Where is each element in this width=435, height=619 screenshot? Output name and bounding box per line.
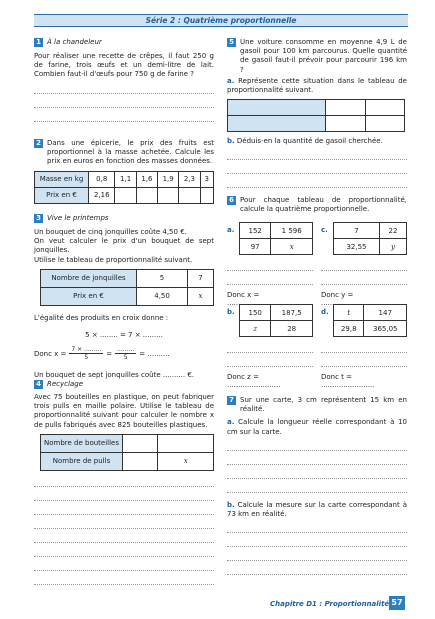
exercise-text: Pour chaque tableau de proportionnalité, calcule la quatrième proportionnelle. [240,196,407,214]
answer-line[interactable] [227,451,407,465]
answer-line[interactable] [227,547,407,561]
exercise-number: 7 [227,396,236,405]
table-cell: 4,50 [137,287,188,305]
exercise-text: Pour réaliser une recette de crêpes, il faut 250 g de farine, trois œufs et un demi-litre de lait. Combien faut-il d'œufs pour 750 g de farine ? [34,52,214,79]
table-cell: 150 [240,305,271,321]
subtable-d [321,304,407,389]
exercise-3 [34,214,214,380]
answer-line[interactable] [227,271,313,285]
table-cell: 29,8 [334,321,364,337]
table-cell: z [240,321,271,337]
exercise-6 [227,196,407,389]
answer-line[interactable] [34,487,214,501]
item-text: Représente cette situation dans le tableau de proportionnalité suivant. [227,76,407,95]
table-cell: 1,9 [158,171,179,187]
proportion-table [333,222,407,255]
table-cell: x [158,452,214,470]
answer-line[interactable] [227,519,407,533]
table-cell: 32,55 [334,239,380,255]
table-cell: y [379,239,406,255]
table-input-cell[interactable] [136,187,157,203]
answer-line[interactable] [227,533,407,547]
table-cell: 7 [334,223,380,239]
answer-line[interactable] [34,108,214,122]
answer-line[interactable] [227,160,407,174]
exercise-text: Sur une carte, 3 cm représentent 15 km en réalité. [240,396,407,414]
table-input-cell[interactable] [158,434,214,452]
table-cell: t [334,305,364,321]
answer-line[interactable] [34,473,214,487]
item-label: b. [227,500,235,509]
answer-line[interactable] [321,271,407,285]
table-header: Nombre de jonquilles [41,269,137,287]
table-cell: x [188,287,214,305]
jonquil-table [40,269,214,306]
exercise-number: 4 [34,380,43,389]
fraction[interactable] [115,346,136,361]
table-header: Nombre de bouteilles [41,434,123,452]
item-label: a. [227,418,235,427]
exercise-4 [34,380,214,585]
exercise-text: Avec 75 bouteilles en plastique, on peut fabriquer trois pulls en maille polaire. Utilise le tableau de proportionnalité suivant pour calculer le nombre x de pulls fabriqués avec 825 bouteilles plastiques. [34,393,214,429]
answer-line[interactable] [34,515,214,529]
fraction[interactable] [69,346,103,361]
table-header: Masse en kg [35,171,89,187]
exercise-number: 5 [227,38,236,47]
item-text: Déduis-en la quantité de gasoil cherchée. [236,137,383,146]
recycling-table [40,434,214,471]
answer-line[interactable] [34,571,214,585]
table-cell: 3 [200,171,213,187]
answer-line[interactable] [227,465,407,479]
table-cell: 152 [240,223,271,239]
subtable-a [227,222,313,307]
exercise-number: 2 [34,139,43,148]
gasoil-table [227,99,405,132]
answer-line[interactable] [321,257,407,271]
donc-line[interactable]: Donc t = ........................ [321,373,375,389]
table-header: Prix en € [35,187,89,203]
answer-line[interactable] [227,479,407,493]
fraction-denominator: 5 [84,354,89,362]
exercise-text: On veut calculer le prix d'un bouquet de sept jonquilles. [34,237,214,255]
table-cell: 7 [188,269,214,287]
answer-line[interactable] [321,353,407,367]
equality-label: L'égalité des produits en croix donne : [34,313,169,322]
item-label: a. [227,226,235,234]
item-label: b. [227,308,235,316]
item-text: Calcule la longueur réelle correspondant à 10 cm sur la carte. [227,418,408,436]
answer-line[interactable] [227,561,407,575]
table-cell: 147 [364,305,407,321]
proportion-table [239,222,313,255]
table-cell: 97 [240,239,271,255]
exercise-text: Dans une épicerie, le prix des fruits est proportionnel à la masse achetée. Calcule les prix en euros en fonction des masses données. [47,139,214,166]
item-text: Calcule la mesure sur la carte correspondant à 73 km en réalité. [227,500,407,519]
table-cell: 0,8 [89,171,115,187]
table-cell: 1 596 [271,223,313,239]
price-table [34,171,214,204]
answer-line[interactable] [34,543,214,557]
answer-line[interactable] [34,557,214,571]
table-input-cell[interactable] [365,116,405,132]
exercise-2 [34,139,214,204]
answer-line[interactable] [227,174,407,188]
exercise-1 [34,38,214,122]
fraction-denominator: 5 [123,354,128,362]
exercise-number: 6 [227,196,236,205]
fraction-numerator: 7 × ......... [71,346,102,354]
table-cell: 22 [379,223,406,239]
table-input-cell[interactable] [115,187,136,203]
fraction-result[interactable]: = .......... [139,349,170,358]
proportion-table [333,304,407,337]
exercise-text: Utilise le tableau de proportionnalité suivant. [34,255,193,264]
answer-line[interactable] [34,501,214,515]
answer-line[interactable] [34,80,214,94]
table-input-cell[interactable] [200,187,213,203]
exercise-7 [227,396,407,575]
answer-line[interactable] [227,437,407,451]
exercise-text: Un bouquet de cinq jonquilles coûte 4,50 €. [34,228,187,236]
exercise-5 [227,38,407,188]
donc-label: Donc x = [34,349,67,358]
item-label: d. [321,308,329,316]
item-label: c. [321,226,328,234]
exercise-number: 3 [34,214,43,223]
exercise-title: À la chandeleur [47,38,102,46]
fraction-line: Donc x = $\frac{7 \times .........}{5}$ = $\frac{.........}{5}$ = .......... [34,346,170,362]
fraction-numerator: ......... [117,346,135,354]
table-cell: 365,05 [364,321,407,337]
exercise-title: Vive le printemps [47,214,109,222]
table-cell: 1,6 [136,171,157,187]
table-input-cell[interactable] [326,100,366,116]
table-header: Nombre de pulls [41,452,123,470]
table-cell: 5 [137,269,188,287]
exercise-text: Une voiture consomme en moyenne 4,9 L de gasoil pour 100 km parcourus. Quelle quantité de gasoil faut-il prévoir pour parcourir 196 km ? [240,38,407,74]
donc-line[interactable]: Donc x = ........................ [227,291,281,307]
answer-line[interactable] [321,339,407,353]
donc-line[interactable]: Donc z = ........................ [227,373,281,389]
donc-line[interactable]: Donc y = ........................ [321,291,375,307]
table-cell: 2,3 [179,171,200,187]
table-cell: 2,16 [89,187,115,203]
answer-line[interactable] [227,257,313,271]
table-input-cell[interactable] [123,434,158,452]
subtable-c [321,222,407,307]
exercise-title: Recyclage [47,380,83,388]
conclusion-text[interactable]: Un bouquet de sept jonquilles coûte .......... €. [34,371,195,380]
table-input-cell[interactable] [326,116,366,132]
table-input-cell[interactable] [158,187,179,203]
subtable-b [227,304,313,389]
table-input-cell[interactable] [123,452,158,470]
answer-line[interactable] [227,339,313,353]
answer-line[interactable] [34,94,214,108]
item-label: b. [227,137,235,146]
item-label: a. [227,76,235,85]
table-cell: 28 [271,321,313,337]
table-input-cell[interactable] [365,100,405,116]
proportion-table [239,304,313,337]
page-number: 57 [389,596,405,610]
answer-line[interactable] [34,529,214,543]
exercise-number: 1 [34,38,43,47]
chapter-footer: Chapitre D1 : Proportionnalité [270,600,390,608]
answer-line[interactable] [227,353,313,367]
table-cell: 1,1 [115,171,136,187]
table-input-cell[interactable] [228,100,326,116]
answer-line[interactable] [227,146,407,160]
table-input-cell[interactable] [179,187,200,203]
table-cell: x [271,239,313,255]
table-input-cell[interactable] [228,116,326,132]
series-title: Série 2 : Quatrième proportionnelle [34,14,408,27]
table-cell: 187,5 [271,305,313,321]
table-header: Prix en € [41,287,137,305]
cross-product-line[interactable]: 5 × ........ = 7 × ......... [85,331,163,340]
